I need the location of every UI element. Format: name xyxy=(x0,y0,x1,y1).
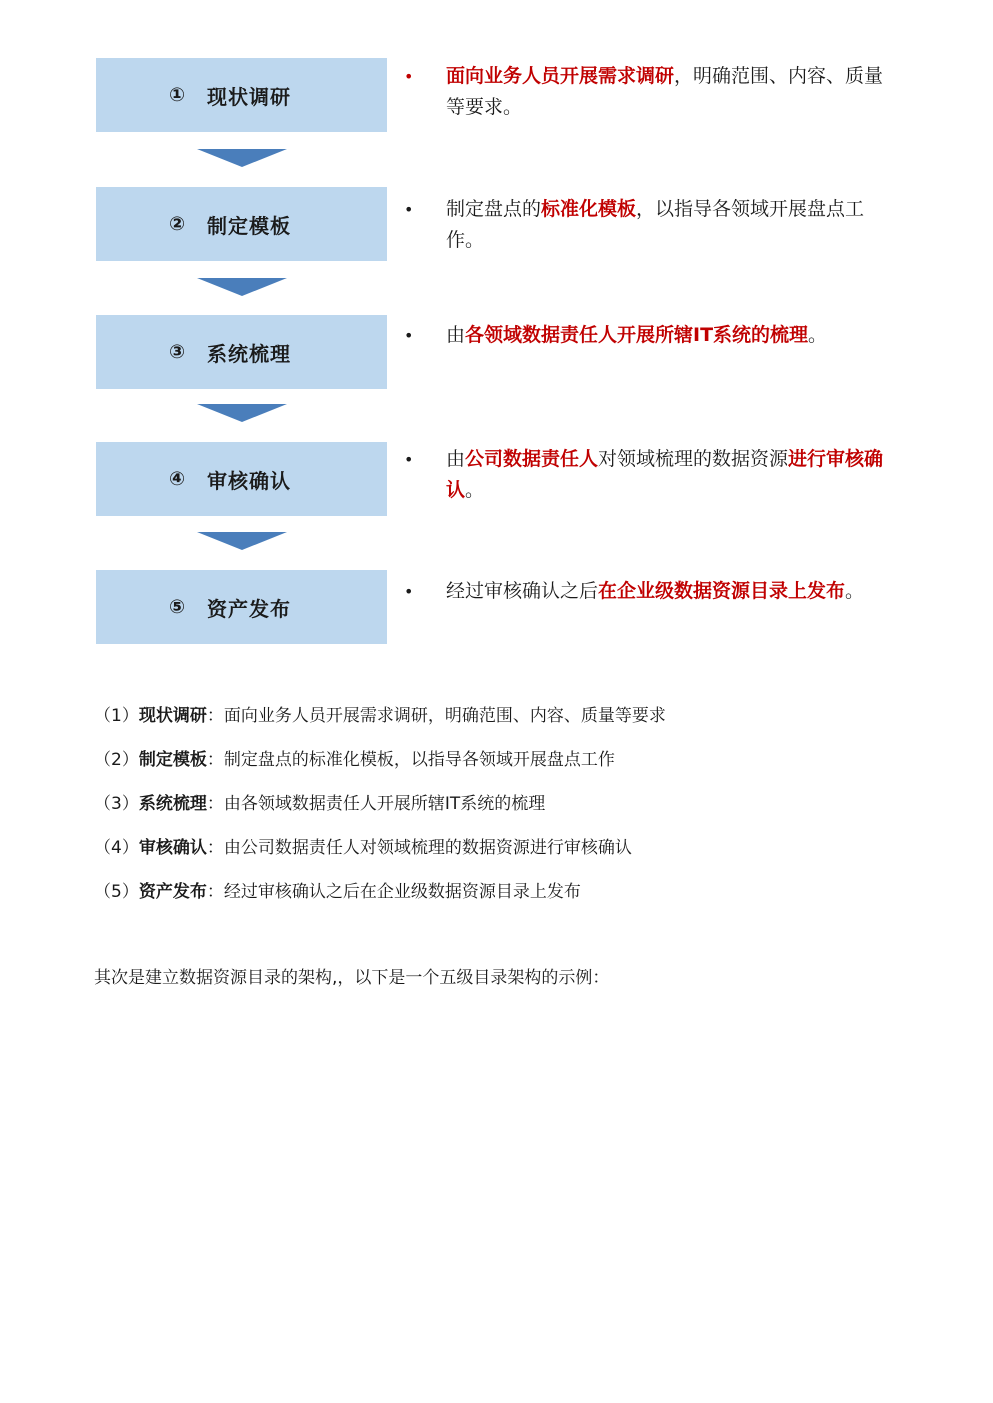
list-item xyxy=(94,790,914,834)
step-label: 现状调研 xyxy=(207,84,291,109)
list-sep: ： xyxy=(206,706,224,726)
list-text: 由公司数据责任人对领域梳理的数据资源进行审核确认 xyxy=(223,838,632,858)
step-description-2 xyxy=(404,194,884,256)
plain-text: 制定盘点的 xyxy=(446,198,542,220)
list-item xyxy=(94,834,914,878)
plain-text: 由 xyxy=(446,448,466,470)
step-box-1 xyxy=(96,58,387,132)
step-number: ① xyxy=(169,84,186,106)
highlight-text: 面向业务人员开展需求调研 xyxy=(446,65,675,87)
list-term: 系统梳理 xyxy=(138,794,207,814)
list-prefix: （4） xyxy=(94,838,139,858)
list-sep: ： xyxy=(206,750,224,770)
step-description-4 xyxy=(404,444,884,506)
description-text xyxy=(446,194,884,256)
bullet: • xyxy=(404,326,414,345)
list-item xyxy=(94,702,914,746)
plain-text: ，以指导各领域开展盘点工作。 xyxy=(446,198,865,251)
down-arrow-icon xyxy=(197,404,287,422)
list-sep: ： xyxy=(206,794,224,814)
down-arrow-icon xyxy=(197,532,287,550)
plain-text: 。 xyxy=(808,324,828,346)
list-term: 制定模板 xyxy=(138,750,207,770)
list-term: 审核确认 xyxy=(138,838,207,858)
highlight-text: 进行审核确认 xyxy=(446,448,884,501)
highlight-text: 公司数据责任人 xyxy=(465,448,599,470)
bullet: • xyxy=(404,67,414,86)
list-term: 资产发布 xyxy=(138,882,207,902)
plain-text: 。 xyxy=(465,479,485,501)
plain-text: ，明确范围、内容、质量等要求。 xyxy=(446,65,884,118)
step-number: ② xyxy=(169,213,186,235)
bullet: • xyxy=(404,200,414,219)
step-description-5 xyxy=(404,576,884,607)
step-list xyxy=(94,702,914,922)
step-number: ④ xyxy=(169,468,186,490)
step-label: 系统梳理 xyxy=(207,341,291,366)
step-description-1 xyxy=(404,61,884,123)
list-sep: ： xyxy=(206,838,224,858)
step-number: ③ xyxy=(169,341,186,363)
step-box-5 xyxy=(96,570,387,644)
list-sep: ： xyxy=(206,882,224,902)
plain-text: 由 xyxy=(446,324,466,346)
list-term: 现状调研 xyxy=(138,706,207,726)
bullet: • xyxy=(404,582,414,601)
step-box-2 xyxy=(96,187,387,261)
step-label: 制定模板 xyxy=(207,213,291,238)
description-text xyxy=(446,444,884,506)
highlight-text: 在企业级数据资源目录上发布 xyxy=(598,580,846,602)
list-prefix: （2） xyxy=(94,750,139,770)
list-prefix: （1） xyxy=(94,706,139,726)
list-prefix: （5） xyxy=(94,882,139,902)
step-number: ⑤ xyxy=(169,596,186,618)
step-box-3 xyxy=(96,315,387,389)
plain-text: 经过审核确认之后 xyxy=(446,580,599,602)
list-prefix: （3） xyxy=(94,794,139,814)
down-arrow-icon xyxy=(197,149,287,167)
step-label: 资产发布 xyxy=(207,596,291,621)
down-arrow-icon xyxy=(197,278,287,296)
list-text: 面向业务人员开展需求调研，明确范围、内容、质量等要求 xyxy=(223,706,666,726)
list-text: 经过审核确认之后在企业级数据资源目录上发布 xyxy=(223,882,581,902)
highlight-text: 各领域数据责任人开展所辖IT系统的梳理 xyxy=(465,324,809,346)
description-text xyxy=(446,320,904,351)
list-text: 制定盘点的标准化模板，以指导各领域开展盘点工作 xyxy=(223,750,615,770)
list-item xyxy=(94,878,914,922)
plain-text: 对领域梳理的数据资源 xyxy=(598,448,789,470)
list-item xyxy=(94,746,914,790)
step-description-3 xyxy=(404,320,904,351)
bullet: • xyxy=(404,450,414,469)
body-paragraph: 其次是建立数据资源目录的架构,，以下是一个五级目录架构的示例： xyxy=(94,968,610,988)
list-text: 由各领域数据责任人开展所辖IT系统的梳理 xyxy=(223,794,546,814)
description-text xyxy=(446,576,884,607)
highlight-text: 标准化模板 xyxy=(541,198,637,220)
plain-text: 。 xyxy=(845,580,865,602)
step-box-4 xyxy=(96,442,387,516)
description-text xyxy=(446,61,884,123)
step-label: 审核确认 xyxy=(207,468,291,493)
